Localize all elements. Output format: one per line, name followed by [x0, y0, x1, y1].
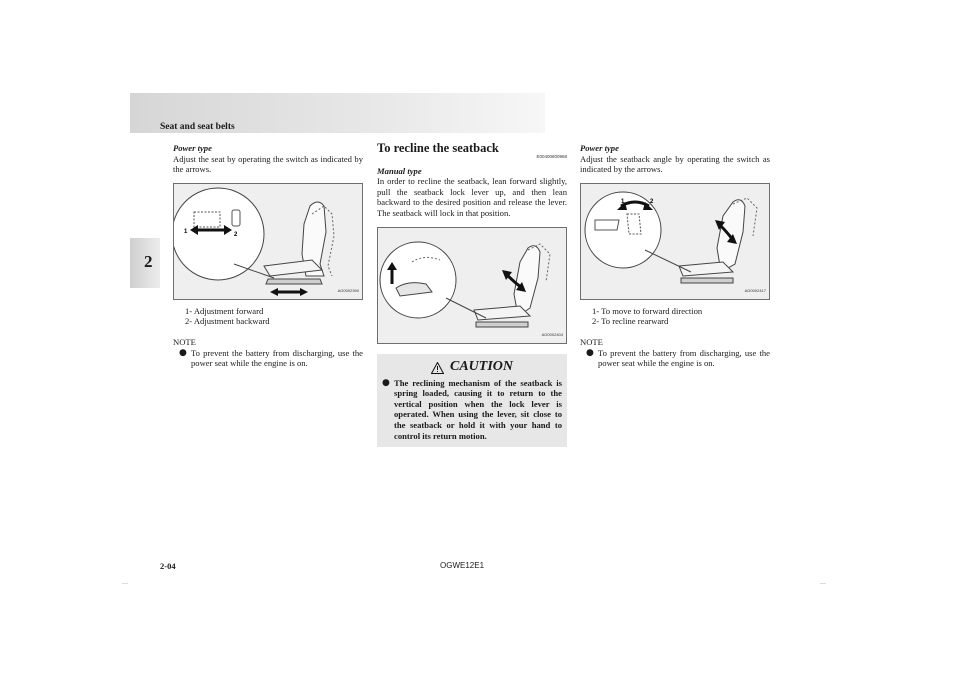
label-2: 2 — [234, 231, 238, 238]
note-heading: NOTE — [580, 336, 603, 347]
note-text: To prevent the battery from discharging, use the power seat while the engine is on. — [191, 347, 363, 369]
recline-switch-illustration — [580, 183, 770, 300]
legend — [592, 306, 770, 327]
section-title: To recline the seatback — [377, 141, 499, 155]
section-header-title: Seat and seat belts — [160, 122, 235, 132]
column-recline-manual — [377, 143, 567, 447]
bullet-icon: ● — [382, 377, 390, 388]
column-power-seat — [173, 143, 363, 369]
warning-triangle-icon — [431, 362, 444, 374]
legend-item: 2- Adjustment backward — [185, 316, 270, 327]
image-code: AG0002404 — [541, 331, 563, 337]
legend — [185, 306, 363, 327]
document-code: OGWE12E1 — [440, 561, 485, 570]
caution-item — [382, 378, 562, 442]
chapter-number: 2 — [144, 252, 153, 271]
label-1: 1 — [621, 198, 625, 205]
note-item — [179, 348, 363, 369]
image-code: AG0002417 — [744, 288, 766, 294]
caution-text: The reclining mechanism of the seatback is spring loaded, causing it to return to the vertical position when the lock lever is operated. When using the lever, sit close to the seatback or hold it with your hand to control its return motion. — [394, 377, 562, 441]
power-type-text: Adjust the seat by operating the switch as indicated by the arrows. — [173, 153, 363, 175]
power-type-heading: Power type — [580, 143, 619, 153]
legend-item: 2- To recline rearward — [592, 316, 669, 327]
image-code: AG0002390 — [337, 288, 359, 294]
column-recline-power — [580, 143, 770, 369]
label-1: 1 — [184, 228, 188, 235]
note-heading: NOTE — [173, 336, 196, 347]
caution-title: CAUTION — [449, 359, 513, 375]
bullet-icon: ● — [586, 347, 594, 358]
manual-type-text: In order to recline the seatback, lean forward slightly, pull the seatback lock lever up, and then lean backward to the desired position and release the lever. The seatback will lock in that position. — [377, 176, 567, 218]
section-code: E00400600968 — [536, 154, 567, 159]
power-type-heading: Power type — [173, 143, 212, 153]
legend-item: 1- To move to forward direction — [592, 305, 703, 316]
legend-item: 1- Adjustment forward — [185, 305, 264, 316]
caution-box — [377, 354, 567, 448]
recline-lever-illustration — [377, 227, 567, 344]
bullet-icon: ● — [179, 347, 187, 358]
power-type-text: Adjust the seatback angle by operating the switch as indicated by the arrows. — [580, 153, 770, 175]
page-number: 2-04 — [160, 561, 176, 571]
crop-mark — [122, 583, 128, 584]
note-item — [586, 348, 770, 369]
label-2: 2 — [650, 198, 654, 205]
note-text: To prevent the battery from discharging, use the power seat while the engine is on. — [598, 347, 770, 369]
seat-adjust-illustration — [173, 183, 363, 300]
manual-type-heading: Manual type — [377, 165, 422, 176]
crop-mark — [820, 583, 826, 584]
